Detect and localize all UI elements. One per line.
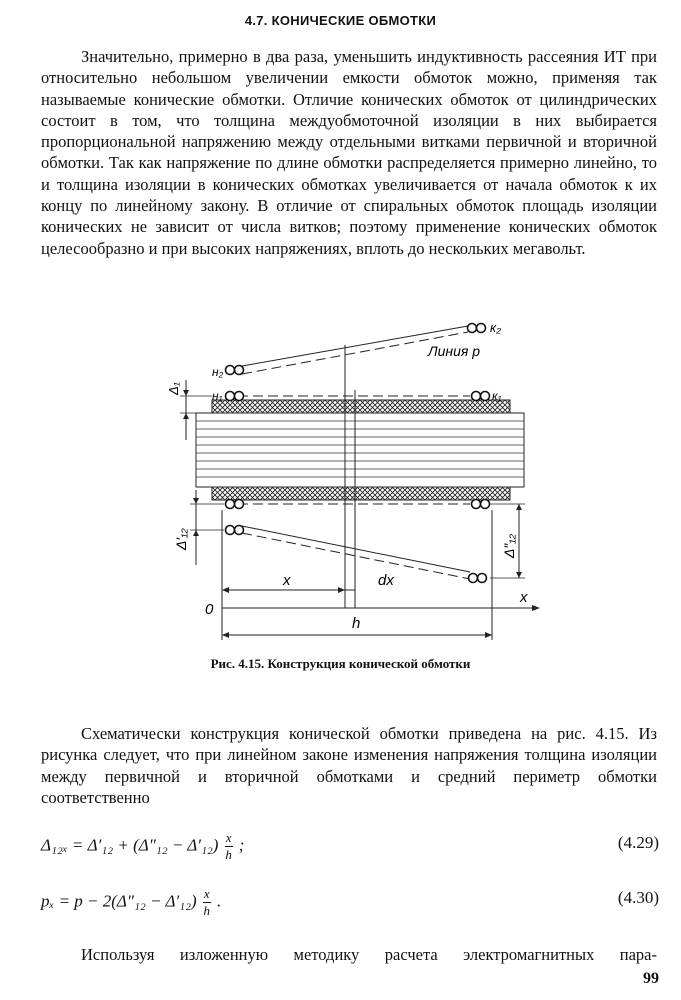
fraction-denominator: h: [203, 903, 211, 918]
label-h2: н₂: [212, 365, 224, 379]
equation-number-4-29: (4.29): [617, 833, 659, 852]
label-delta12-prime: Δ′₁₂: [173, 528, 189, 550]
label-x-axis: x: [520, 589, 528, 606]
page-number: 99: [643, 970, 659, 987]
figure-conical-winding: [0, 320, 681, 650]
label-k1: к₁: [492, 389, 502, 403]
fraction-numerator: x: [203, 886, 210, 901]
section-title: 4.7. КОНИЧЕСКИЕ ОБМОТКИ: [244, 13, 437, 28]
label-h-dim: h: [352, 615, 361, 632]
fraction-x-over-h: [225, 830, 233, 863]
figure-caption: Рис. 4.15. Конструкция конической обмотки: [210, 656, 471, 671]
fraction-numerator: x: [225, 830, 232, 845]
label-line-p: Линия p: [428, 343, 481, 359]
equation-lhs: Δ₁₂ₓ = Δ′₁₂ + (Δ″₁₂ − Δ′₁₂): [41, 835, 219, 855]
equation-4-29: [41, 830, 244, 863]
equation-tail: ;: [238, 835, 245, 855]
equation-number-4-30: (4.30): [617, 888, 659, 907]
label-delta12-dprime: Δ″₁₂: [501, 533, 517, 558]
paragraph-continuation: Используя изложенную методику расчета электромагнитных пара-: [81, 945, 657, 964]
label-dx: dx: [378, 572, 394, 589]
insulation-top: [212, 400, 510, 413]
paragraph-intro: Значительно, примерно в два раза, уменьшить индуктивность рассеяния ИТ при относительно небольшом увеличении емкости обмоток можно, применяя так называемые конические обмотки. Отличие конических обмоток от цилиндрических состоит в том, что толщина междуобмоточной изоляции в них выбирается пропорциональной напряжению между отдельными витками первичной и вторичной обмотки. Так как напряжение по длине обмотки распределяется примерно линейно, то и толщина изоляции в конических обмотках увеличивается от начала обмоток к их концу по линейному закону. В отличие от спиральных обмоток площадь изоляции конических не зависит от числа витков; поэтому применение конических обмоток целесообразно и при высоких напряжениях, вплоть до нескольких мегавольт.: [41, 47, 657, 258]
fraction-x-over-h: [203, 886, 211, 919]
equation-lhs: pₓ = p − 2(Δ″₁₂ − Δ′₁₂): [41, 891, 197, 911]
label-x-dim: x: [283, 572, 291, 589]
label-delta1: Δ₁: [166, 382, 181, 395]
label-h1: н₁: [212, 389, 223, 403]
equation-4-30: [41, 886, 221, 919]
label-origin: 0: [205, 601, 214, 618]
equation-tail: .: [216, 891, 222, 911]
paragraph-schematic: Схематически конструкция конической обмотки приведена на рис. 4.15. Из рисунка следует, что при линейном законе изменения напряжения толщина изоляции между первичной и вторичной обмотками и средний периметр обмотки соответственно: [41, 724, 657, 807]
label-k2: к₂: [490, 320, 502, 335]
insulation-bottom: [212, 487, 510, 500]
core-laminations: [196, 413, 524, 487]
fraction-denominator: h: [225, 847, 232, 862]
